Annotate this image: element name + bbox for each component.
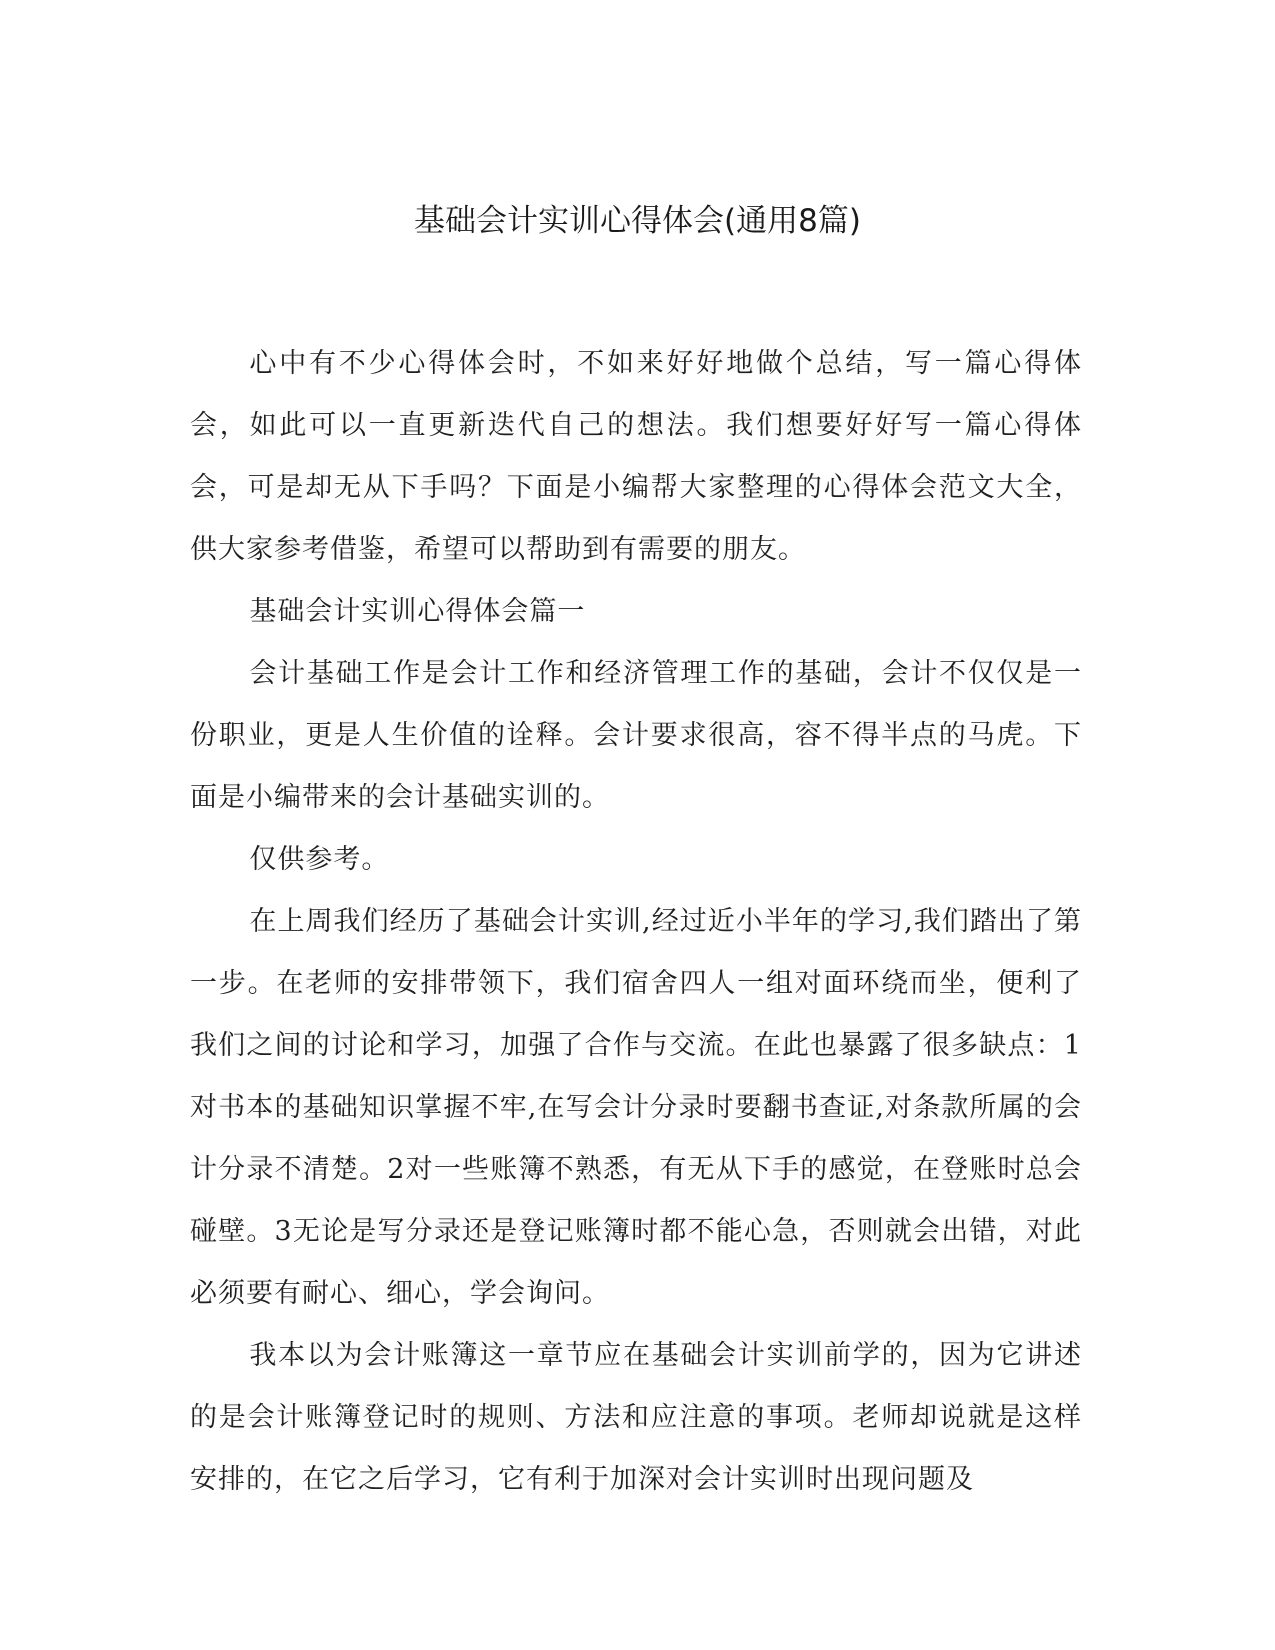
paragraph: 在上周我们经历了基础会计实训,经过近小半年的学习,我们踏出了第一步。在老师的安排带领下，我们宿舍四人一组对面环绕而坐，便利了我们之间的讨论和学习，加强了合作与交流。在此也暴露了很多缺点：1对书本的基础知识掌握不牢,在写会计分录时要翻书查证,对条款所属的会计分录不清楚。2对一些账簿不熟悉，有无从下手的感觉，在登账时总会碰壁。3无论是写分录还是登记账簿时都不能心急，否则就会出错，对此必须要有耐心、细心，学会询问。 [190,906,1082,1309]
document-title: 基础会计实训心得体会(通用8篇) [414,203,861,239]
paragraph: 会计基础工作是会计工作和经济管理工作的基础，会计不仅仅是一份职业，更是人生价值的诠释。会计要求很高，容不得半点的马虎。下面是小编带来的会计基础实训的。 [190,658,1082,813]
document-body [190,333,1082,1511]
section-heading: 基础会计实训心得体会篇一 [249,596,586,627]
paragraph: 仅供参考。 [249,844,390,875]
paragraph: 我本以为会计账簿这一章节应在基础会计实训前学的，因为它讲述的是会计账簿登记时的规则、方法和应注意的事项。老师却说就是这样安排的，在它之后学习，它有利于加深对会计实训时出现问题及 [190,1340,1082,1495]
paragraph-intro: 心中有不少心得体会时，不如来好好地做个总结，写一篇心得体会，如此可以一直更新迭代自己的想法。我们想要好好写一篇心得体会，可是却无从下手吗？下面是小编帮大家整理的心得体会范文大全，供大家参考借鉴，希望可以帮助到有需要的朋友。 [190,348,1082,565]
